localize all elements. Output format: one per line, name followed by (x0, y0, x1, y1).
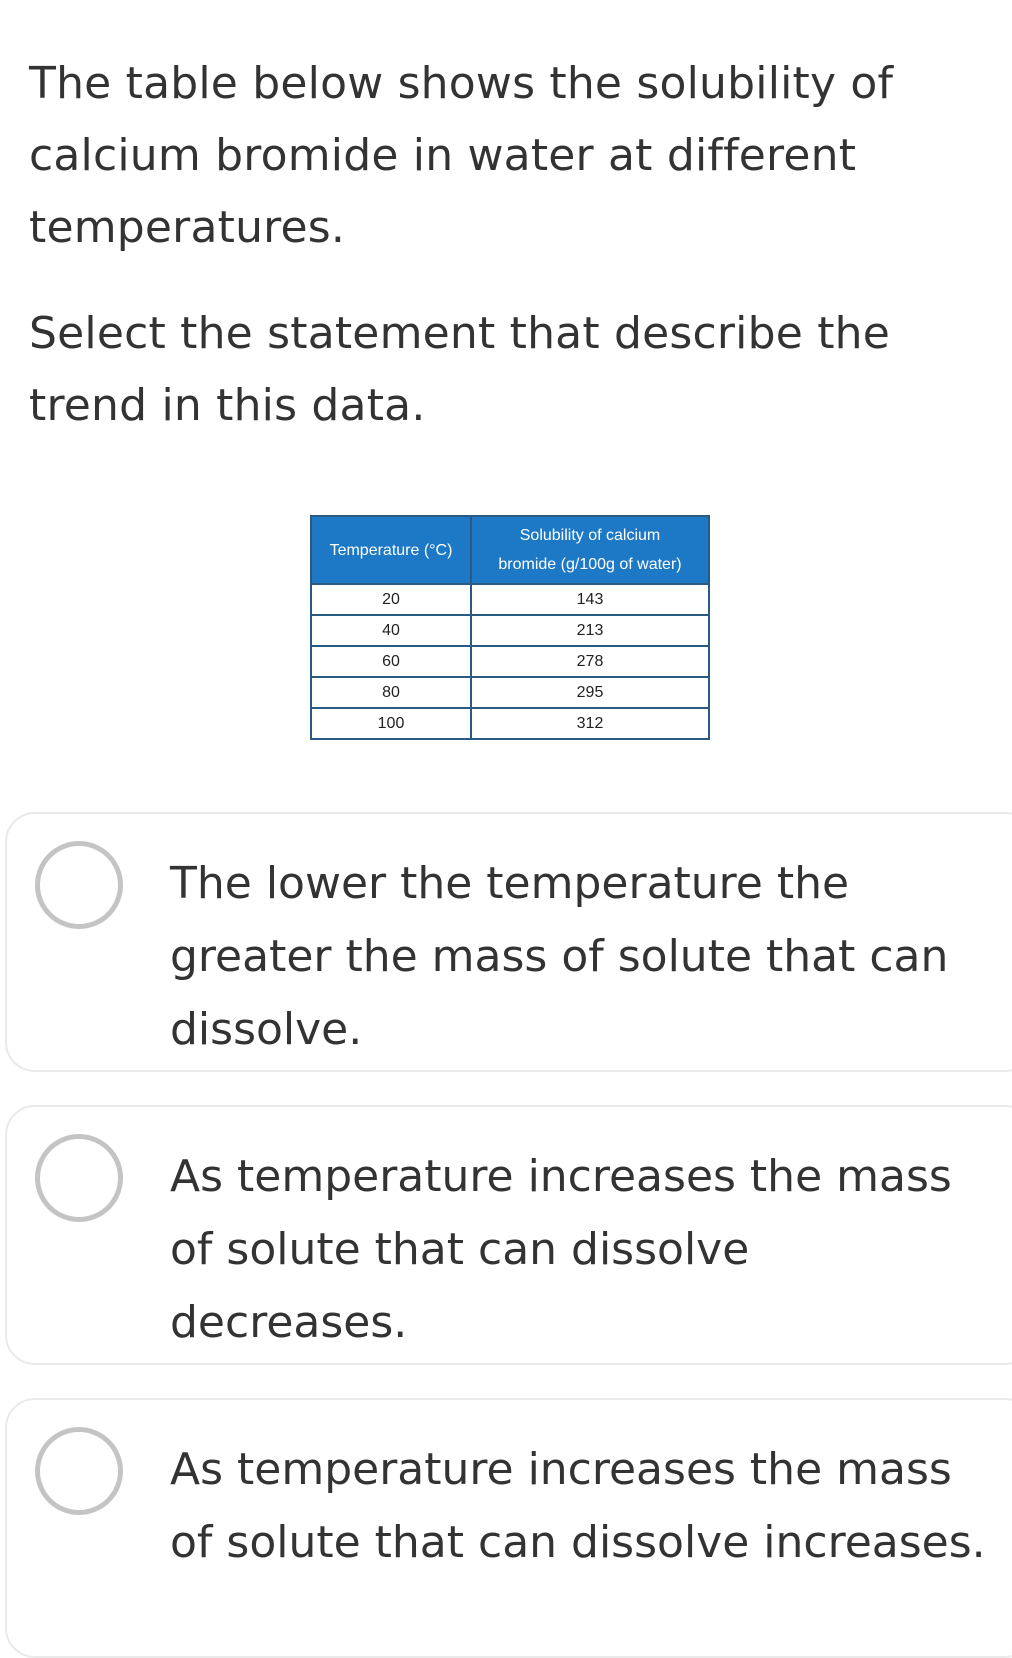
table-row (311, 708, 709, 739)
question-intro: The table below shows the solubility of calcium bromide in water at different temperatures. (29, 58, 894, 253)
table-row (311, 677, 709, 708)
cell-temperature: 60 (311, 646, 471, 677)
table-row (311, 584, 709, 615)
cell-temperature: 100 (311, 708, 471, 739)
header-solubility-line1: Solubility of calcium (519, 527, 661, 544)
answer-option-label: As temperature increases the mass of solute that can dissolve decreases. (170, 1151, 952, 1348)
table-row (311, 615, 709, 646)
header-solubility-line2: bromide (g/100g of water) (498, 556, 682, 573)
radio-button-icon[interactable] (35, 1134, 123, 1222)
answer-option-label: As temperature increases the mass of solute that can dissolve increases. (170, 1444, 986, 1568)
radio-button-icon[interactable] (35, 1427, 123, 1515)
answer-option-2[interactable] (5, 1105, 1012, 1365)
solubility-table (310, 515, 710, 740)
solubility-table-container (310, 515, 710, 740)
question-text (29, 48, 979, 442)
question-prompt: Select the statement that describe the trend in this data. (29, 308, 891, 431)
table-row (311, 646, 709, 677)
answer-option-label: The lower the temperature the greater the mass of solute that can dissolve. (170, 858, 949, 1055)
cell-temperature: 80 (311, 677, 471, 708)
radio-button-icon[interactable] (35, 841, 123, 929)
header-temperature: Temperature (°C) (311, 516, 471, 584)
answer-option-3[interactable] (5, 1398, 1012, 1658)
table-header-row (311, 516, 709, 584)
cell-solubility: 312 (471, 708, 709, 739)
cell-solubility: 143 (471, 584, 709, 615)
cell-temperature: 40 (311, 615, 471, 646)
header-solubility (471, 516, 709, 584)
cell-solubility: 213 (471, 615, 709, 646)
cell-solubility: 295 (471, 677, 709, 708)
cell-temperature: 20 (311, 584, 471, 615)
answer-option-1[interactable] (5, 812, 1012, 1072)
cell-solubility: 278 (471, 646, 709, 677)
